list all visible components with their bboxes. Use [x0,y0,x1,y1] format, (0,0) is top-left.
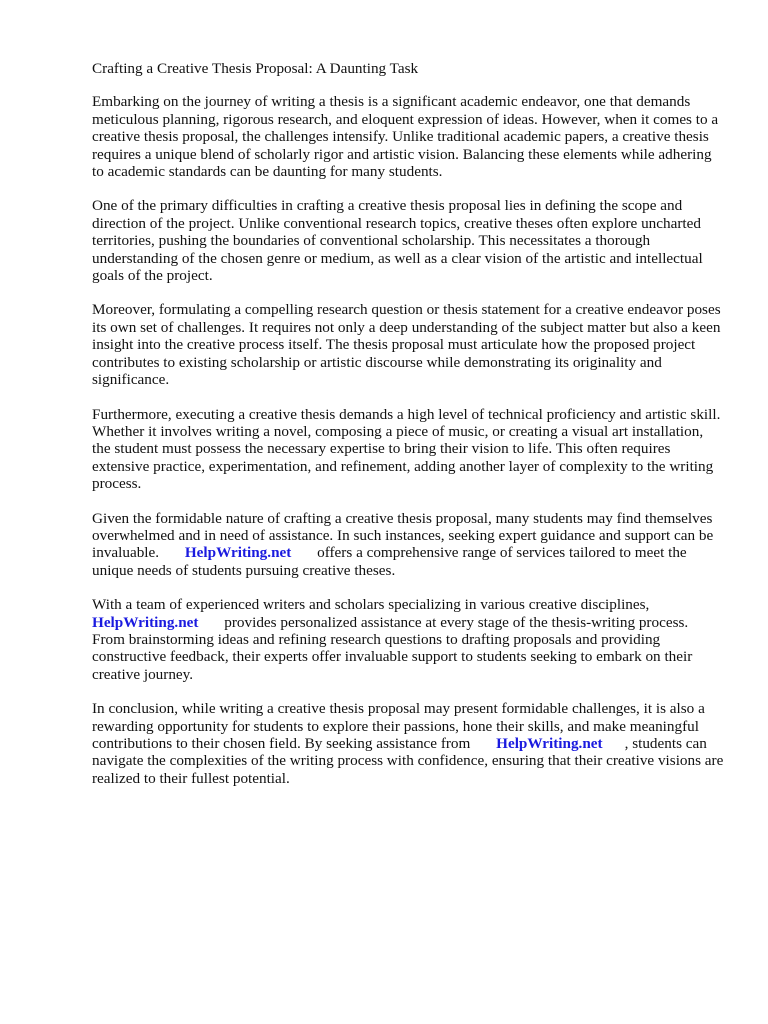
paragraph-1: Embarking on the journey of writing a thesis is a significant academic endeavor, one that demands meticulous planning, rigorous research, and eloquent expression of ideas. However, when it comes to a creative thesis proposal, the challenges intensify. Unlike traditional academic papers, a creative thesis requires a unique blend of scholarly rigor and artistic vision. Balancing these elements while adhering to academic standards can be daunting for many students. [92,93,719,181]
paragraph-4: Furthermore, executing a creative thesis demands a high level of technical proficiency and artistic skill. Whether it involves writing a novel, composing a piece of music, or creating a visual art installation, the student must possess the necessary expertise to bring their vision to life. This often requires extensive practice, experimentation, and refinement, adding another layer of complexity to the writing process. [92,405,721,493]
paragraph-7-text-before: In conclusion, while writing a creative thesis proposal may present formidable challenges, it is also a rewarding opportunity for students to explore their passions, hone their skills, and make meaningful contributions to their chosen field. By seeking assistance from [92,700,705,752]
paragraph-5-text-after: offers a comprehensive range of services tailored to meet the unique needs of students pursuing creative theses. [92,544,687,579]
paragraph-6-text-after: provides personalized assistance at every stage of the thesis-writing process. From brainstorming ideas and refining research questions to drafting proposals and providing constructive feedback, their experts offer invaluable support to students seeking to embark on their creative journey. [92,613,693,683]
paragraph-6-text-before: With a team of experienced writers and scholars specializing in various creative disciplines, [92,596,650,614]
paragraph-3: Moreover, formulating a compelling research question or thesis statement for a creative endeavor poses its own set of challenges. It requires not only a deep understanding of the subject matter but also a keen insight into the creative process itself. The thesis proposal must articulate how the proposed project contributes to existing scholarship or artistic discourse while demonstrating its originality and significance. [92,301,721,389]
helpwriting-link-1[interactable]: HelpWriting.net [184,544,292,562]
helpwriting-link-2[interactable]: HelpWriting.net [92,613,199,631]
paragraph-5 [92,510,724,580]
paragraph-6 [92,596,724,683]
paragraph-5-text-before: Given the formidable nature of crafting a creative thesis proposal, many students may find themselves overwhelmed and in need of assistance. In such instances, seeking expert guidance and support can be invaluable. [92,509,714,562]
document-page [92,60,724,804]
helpwriting-link-3[interactable]: HelpWriting.net [496,735,603,752]
paragraph-7 [92,700,724,787]
paragraph-2: One of the primary difficulties in crafting a creative thesis proposal lies in defining the scope and direction of the project. Unlike conventional research topics, creative theses often explore uncharted territories, pushing the boundaries of conventional scholarship. This necessitates a thorough understanding of the chosen genre or medium, as well as a clear vision of the artistic and intellectual goals of the project. [92,197,703,285]
document-title: Crafting a Creative Thesis Proposal: A Daunting Task [92,60,419,77]
paragraph-7-text-after: , students can navigate the complexities of the writing process with confidence, ensuring that their creative visions are realized to their fullest potential. [92,735,724,787]
